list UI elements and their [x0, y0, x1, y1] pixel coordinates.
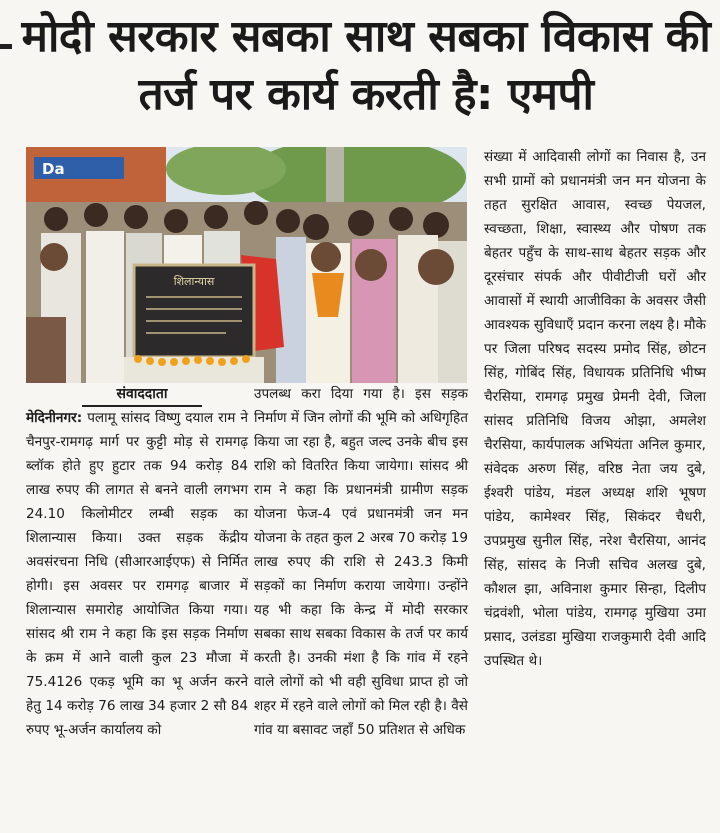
dateline: मेदिनीनगर: — [26, 410, 83, 426]
headline: मोदी सरकार सबका साथ सबका विकास की तर्ज पर कार्य करती है: एमपी — [21, 11, 711, 120]
byline: संवाददाता — [82, 384, 202, 407]
article-column-1-text: पलामू सांसद विष्णु दयाल राम ने चैनपुर-रामगढ़ मार्ग पर कुट्टी मोड़ से रामगढ़ ब्लॉक होते हुए हुटार तक 94 करोड़ 84 लाख रुपए की लागत से बनने वाली लगभग 24.10 किलोमीटर लम्बी सड़क का शिलान्यास किया। उक्त सड़क केंद्रीय अवसंरचना निधि (सीआरआईएफ) से निर्मित होगी। इस अवसर पर रामगढ़ बाजार में शिलान्यास समारोह आयोजित किया गया। सांसद श्री राम ने कहा कि इस सड़क निर्माण के क्रम में आने वाली कुल 23 मौजा में 75.4126 एकड़ भूमि का भू अर्जन करने हेतु 14 करोड़ 76 लाख 34 हजार 2 सौ 84 रुपए भू-अर्जन कार्यालय को — [26, 410, 248, 738]
article-column-3: संख्या में आदिवासी लोगों का निवास है, उन सभी ग्रामों को प्रधानमंत्री जन मन योजना के तहत सुरक्षित आवास, स्वच्छ पेयजल, स्वच्छता, शिक्षा, स्वास्थ्य और पोषण तक बेहतर पहुँच के साथ-साथ बेहतर सड़क और दूरसंचार संपर्क और पीवीटीजी घरों और आवासों में स्थायी आजीविका के अवसर जैसी आवश्यक सुविधाएँ प्रदान करना लक्ष्य है। मौके पर जिला परिषद सदस्य प्रमोद सिंह, छोटन सिंह, गोबिंद सिंह, विधायक प्रतिनिधि भीष्म चैरसिया, रामगढ़ प्रमुख प्रेमनी देवी, जिला सांसद प्रतिनिधि विजय ओझा, अमलेश चैरसिया, कार्यपालक अभियंता अनिल कुमार, संवेदक अरुण सिंह, वरिष्ठ नेता जय दुबे, ईश्वरी पांडेय, मंडल अध्यक्ष शशि भूषण पांडेय, कामेश्वर सिंह, सिकंदर चैधरी, उपप्रमुख सुनील सिंह, नरेश चैरसिया, आनंद सिंह, सांसद के निजी सचिव अलख दुबे, कौशल झा, अविनाश कुमार सिन्हा, दिलीप चंद्रवंशी, भोला पांडेय, रामगढ़ मुखिया उमा प्रसाद, उलंडडा मुखिया राजकुमारी देवी आदि उपस्थित थे। — [484, 149, 706, 669]
article-column-2: उपलब्ध करा दिया गया है। इस सड़क निर्माण में जिन लोगों की भूमि को अधिगृहित किया जा रहा है, बहुत जल्द उनके बीच इस राशि को वितरित किया जायेगा। सांसद श्री राम ने कहा कि प्रधानमंत्री ग्रामीण सड़क योजना फेज-4 एवं प्रधानमंत्री जन मन योजना के तहत कुल 2 अरब 70 करोड़ 19 लाख रुपए की राशि से 243.3 किमी सड़कों का निर्माण कराया जायेगा। उन्होंने यह भी कहा कि केन्द्र में मोदी सरकार सबका साथ सबका विकास के तर्ज पर कार्य करती है। उनकी मंशा है कि गांव में रहने वाले लोगों को भी वही सुविधा प्राप्त हो जो शहर में रहने वाले लोगों को मिल रही है। वैसे गांव या बसावट जहाँ 50 प्रतिशत से अधिक — [254, 386, 468, 738]
shop-sign-text: Da — [42, 160, 65, 178]
article-column-1 — [26, 406, 248, 742]
photo-illustration — [26, 147, 467, 383]
column-rule-dash — [0, 44, 12, 49]
plaque-title: शिलान्यास — [173, 275, 215, 288]
news-photo — [26, 147, 467, 383]
